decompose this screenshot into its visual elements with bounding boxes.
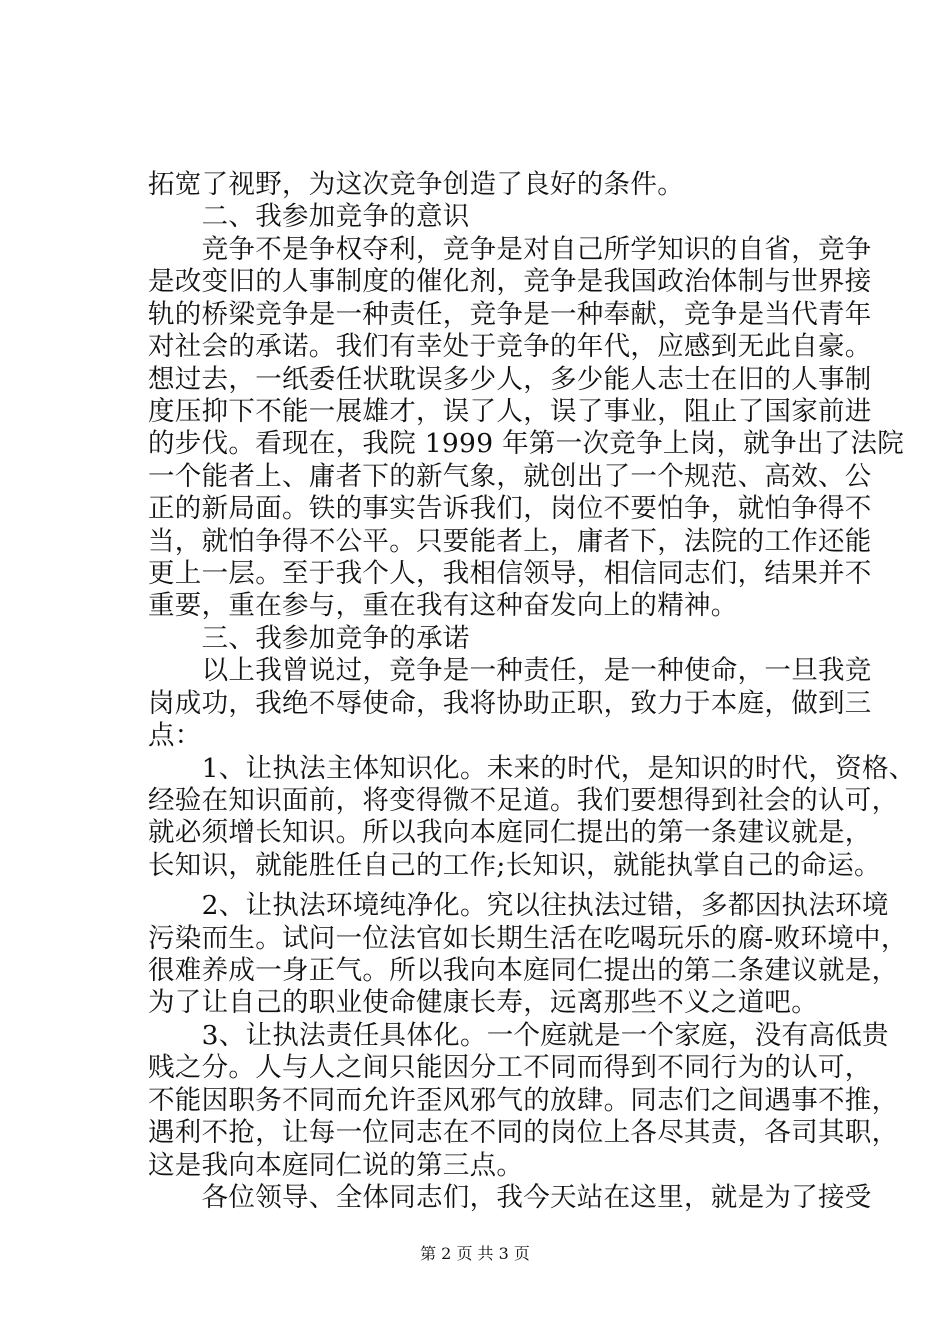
- paragraph-line: 贱之分。人与人之间只能因分工不同而得到不同行为的认可，: [148, 1052, 872, 1083]
- paragraph-line: 拓宽了视野，为这次竞争创造了良好的条件。: [148, 169, 684, 200]
- section-heading: 二、我参加竞争的意识: [148, 201, 470, 232]
- paragraph-line: 对社会的承诺。我们有幸处于竞争的年代，应感到无此自豪。: [148, 331, 872, 362]
- paragraph-line: 轨的桥梁竞争是一种责任，竞争是一种奉献，竞争是当代青年: [148, 299, 872, 330]
- paragraph-line: 2、让执法环境纯净化。究以往执法过错，多都因执法环境: [148, 890, 889, 921]
- paragraph-line: 重要，重在参与，重在我有这种奋发向上的精神。: [148, 590, 738, 621]
- paragraph-line: 为了让自己的职业使命健康长寿，远离那些不义之道吧。: [148, 987, 818, 1018]
- paragraph-line: 这是我向本庭同仁说的第三点。: [148, 1150, 524, 1181]
- paragraph-line: 3、让执法责任具体化。一个庭就是一个家庭，没有高低贵: [148, 1020, 889, 1051]
- paragraph-line: 竞争不是争权夺利，竞争是对自己所学知识的自省，竞争: [148, 234, 872, 265]
- paragraph-line: 点：: [148, 720, 202, 751]
- paragraph-line: 不能因职务不同而允许歪风邪气的放肆。同志们之间遇事不推，: [148, 1085, 899, 1116]
- paragraph-line: 是改变旧的人事制度的催化剂，竞争是我国政治体制与世界接: [148, 266, 872, 297]
- paragraph-line: 就必须增长知识。所以我向本庭同仁提出的第一条建议就是，: [148, 817, 872, 848]
- paragraph-line: 长知识，就能胜任自己的工作;长知识，就能执掌自己的命运。: [148, 850, 881, 881]
- paragraph-line: 当，就怕争得不公平。只要能者上，庸者下，法院的工作还能: [148, 526, 872, 557]
- paragraph-line: 经验在知识面前，将变得微不足道。我们要想得到社会的认可，: [148, 785, 899, 816]
- paragraph-line: 以上我曾说过，竞争是一种责任，是一种使命，一旦我竞: [148, 655, 872, 686]
- paragraph-line: 污染而生。试问一位法官如长期生活在吃喝玩乐的腐-败环境中，: [148, 923, 908, 954]
- paragraph-line: 一个能者上、庸者下的新气象，就创出了一个规范、高效、公: [148, 461, 872, 492]
- page-footer: 第 2 页 共 3 页: [420, 1244, 530, 1263]
- paragraph-line: 想过去，一纸委任状耽误多少人，多少能人志士在旧的人事制: [148, 364, 872, 395]
- paragraph-line: 很难养成一身正气。所以我向本庭同仁提出的第二条建议就是，: [148, 955, 899, 986]
- paragraph-line: 正的新局面。铁的事实告诉我们，岗位不要怕争，就怕争得不: [148, 493, 872, 524]
- paragraph-line: 度压抑下不能一展雄才，误了人，误了事业，阻止了国家前进: [148, 396, 872, 427]
- paragraph-line: 遇利不抢，让每一位同志在不同的岗位上各尽其责，各司其职，: [148, 1117, 899, 1148]
- paragraph-line: 更上一层。至于我个人，我相信领导，相信同志们，结果并不: [148, 558, 872, 589]
- section-heading: 三、我参加竞争的承诺: [148, 623, 470, 654]
- paragraph-line: 1、让执法主体知识化。未来的时代，是知识的时代，资格、: [148, 753, 916, 784]
- paragraph-line: 的步伐。看现在，我院 1999 年第一次竞争上岗，就争出了法院: [148, 428, 905, 459]
- paragraph-line: 岗成功，我绝不辱使命，我将协助正职，致力于本庭，做到三: [148, 688, 872, 719]
- paragraph-line: 各位领导、全体同志们，我今天站在这里，就是为了接受: [148, 1182, 872, 1213]
